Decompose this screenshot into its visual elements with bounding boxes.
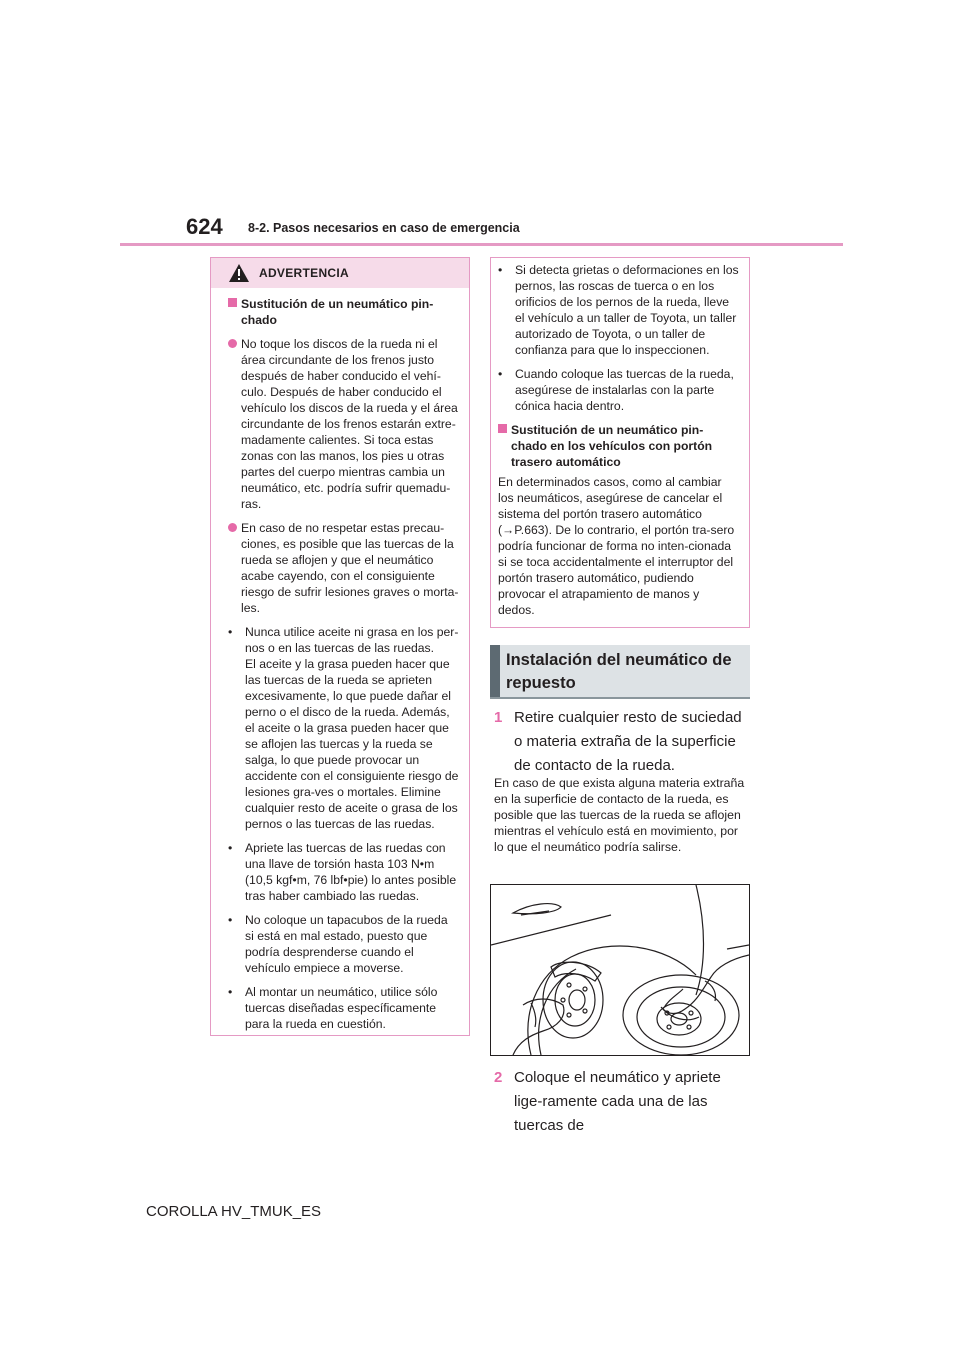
continued-bullet-item: • Si detecta grietas o deformaciones en los pernos, las roscas de tuerca o en los orificios de los pernos de la rueda, lleve el vehículo a un taller de Toyota, un taller autorizado de Toyota, o un taller de confianza para que lo inspeccionen.: [498, 263, 739, 357]
warning-bullet-item: • Nunca utilice aceite ni grasa en los per-nos o en las tuercas de las ruedas. El aceite y la grasa pueden hacer que las tuercas de la rueda se aprieten excesivamente, lo que puede dañar el perno o el disco de la rueda. Además, el aceite o la grasa pueden hacer que se aflojen las tuercas y la rueda se salga, lo que puede provocar un accidente con el consiguiente riesgo de lesiones gra-ves o mortales. Elimine cualquier resto de aceite o grasa de los pernos o las tuercas de las ruedas.: [228, 625, 459, 831]
continued-bullet-item: • Cuando coloque las tuercas de la rueda, asegúrese de instalarlas con la parte cónica hacia dentro.: [498, 367, 734, 413]
subsection-band: [490, 645, 750, 699]
circle-bullet-icon: [228, 523, 237, 532]
footer-label: COROLLA HV_TMUK_ES: [146, 1203, 322, 1220]
continued-heading: Sustitución de un neumático pin-chado en los vehículos con portón trasero automático: [498, 422, 739, 470]
warning-box: [210, 257, 470, 1036]
warning-bullet-item: • Al montar un neumático, utilice sólo tuercas diseñadas específicamente para la rueda en cuestión.: [228, 985, 438, 1031]
illustration-wheel-cleaning: [490, 884, 750, 1056]
warning-bullet-item: • No coloque un tapacubos de la rueda si está en mal estado, puesto que podría desprenderse cuando el vehículo empiece a moverse.: [228, 913, 448, 975]
step-1: [494, 706, 754, 778]
header-rule: [120, 243, 843, 246]
step-2: [494, 1066, 754, 1138]
warning-triangle-icon: [228, 263, 250, 283]
step-text: Retire cualquier resto de suciedad o materia extraña de la superficie de contacto de la rueda.: [514, 709, 742, 774]
step-1-note: En caso de que exista alguna materia extraña en la superficie de contacto de la rueda, es posible que las tuercas de la rueda se aflojen mientras el vehículo está en movimiento, por lo que el neumático podría salirse.: [494, 776, 745, 854]
step-number: 2: [494, 1069, 503, 1086]
warning-bullet-item: • Apriete las tuercas de las ruedas con una llave de torsión hasta 103 N•m (10,5 kgf•m, 76 lbf•pie) lo antes posible tras haber cambiado las ruedas.: [228, 841, 457, 903]
square-bullet-icon: [498, 424, 507, 433]
subsection-underline: [490, 697, 750, 699]
circle-bullet-icon: [228, 339, 237, 348]
warning-content: [228, 296, 459, 1032]
square-bullet-icon: [228, 298, 237, 307]
step-number: 1: [494, 709, 503, 726]
warning-circle-item: No toque los discos de la rueda ni el área circundante de los frenos justo después de haber conducido el vehí-culo. Después de haber conducido el vehículo los discos de la rueda y el área circundante de los frenos estarán extre-madamente calientes. Si toca estas zonas con las manos, los pies u otras partes del cuerpo mientras cambia un neumático, etc. podría sufrir quemadu-ras.: [228, 336, 459, 512]
warning-continued-box: [490, 257, 750, 628]
subsection-bar: [490, 645, 500, 699]
continued-content: [498, 262, 739, 618]
warning-header: [211, 258, 469, 288]
wheel-cleaning-drawing: [491, 885, 749, 1055]
page-number: 624: [186, 214, 223, 239]
section-title: 8-2. Pasos necesarios en caso de emergencia: [248, 221, 520, 235]
warning-heading: Sustitución de un neumático pin-chado: [228, 296, 459, 328]
warning-circle-item: En caso de no respetar estas precau-ciones, es posible que las tuercas de la rueda se aflojen y que el neumático acabe cayendo, con el consiguiente riesgo de sufrir lesiones graves o morta-les.: [228, 520, 459, 616]
warning-title: ADVERTENCIA: [259, 266, 349, 280]
continued-paragraph: En determinados casos, como al cambiar los neumáticos, asegúrese de cancelar el sistema del portón trasero automático (→P.663). De lo contrario, el portón tra-sero podría funcionar de forma no inten-cionada si se toca accidentalmente el interruptor del portón trasero automático, pudiendo provocar el atrapamiento de manos y dedos.: [498, 475, 735, 617]
step-text: Coloque el neumático y apriete lige-ramente cada una de las tuercas de: [514, 1069, 721, 1134]
subsection-title: Instalación del neumático de repuesto: [506, 651, 732, 692]
